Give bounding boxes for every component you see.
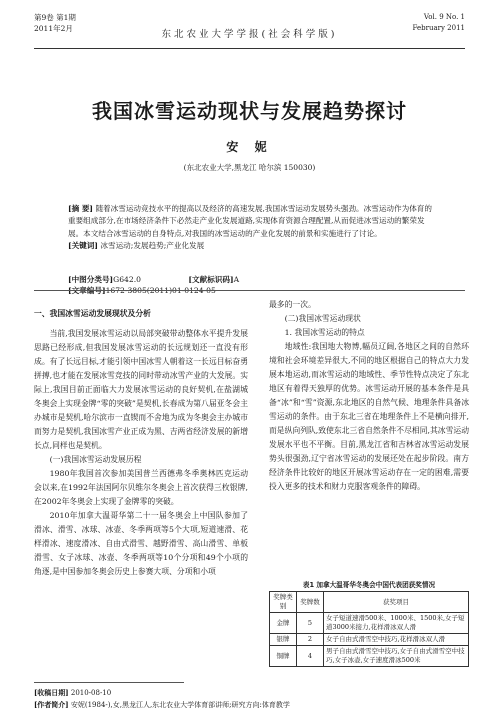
cell-type: 铜牌	[270, 646, 297, 667]
journal-name: 东北农业大学学报(社会科学版)	[161, 29, 338, 40]
body-paragraph: 2010年加拿大温哥华第二十一届冬奥会上中国队参加了滑冰、滑雪、冰球、冰壶、冬季两项等5个大项,短道速滑、花样滑冰、速度滑冰、自由式滑雪、越野滑雪、高山滑雪、单板滑雪、女子冰球、冰壶、冬季两项等10个分项和49个小项的角逐,是中国参加冬奥会历史上参赛大项、分项和小项	[34, 511, 248, 576]
cell-project: 女子自由式滑雪空中技巧,花样滑冰双人滑	[324, 634, 469, 646]
article-number-label: [文章编号]	[68, 286, 106, 295]
keywords-text: 冰雪运动;发展趋势;产业化发展	[100, 241, 205, 251]
article-title: 我国冰雪运动现状与发展趋势探讨	[92, 99, 407, 123]
issue-volume: 第9卷 第1期	[34, 13, 76, 22]
abstract-paragraph	[68, 203, 434, 240]
table-row	[270, 646, 469, 667]
body-paragraph: 最多的一次。	[269, 300, 316, 309]
col-header-type: 奖牌类别	[270, 592, 297, 613]
classification-row	[68, 274, 434, 296]
footnote-rule	[34, 682, 184, 683]
table-caption: 表1 加拿大温哥华冬奥会中国代表团获奖情况	[302, 581, 436, 589]
subsection-heading: (二)我国冰雪运动现状	[284, 314, 361, 323]
clc-label: [中图分类号]	[68, 275, 114, 284]
subsubsection-heading: 1. 我国冰雪运动的特点	[284, 328, 365, 337]
issue-volume-en: Vol. 9 No. 1	[423, 13, 465, 21]
medal-table	[269, 591, 469, 667]
received-date: 2010-08-10	[70, 689, 112, 697]
header-rule	[34, 48, 465, 49]
article-number-value: 1672-3805(2011)01-0124-05	[105, 286, 216, 295]
body-paragraph: 1980年我国首次参加美国普兰西德弗冬季奥林匹克运动会以来,在1992年法国阿尔贝维尔冬奥会上首次获得三枚银牌,在2002年冬奥会上实现了金牌零的突破。	[34, 469, 248, 506]
clc-field	[68, 274, 186, 285]
keywords-label: [关键词]	[68, 241, 98, 251]
subsection-heading: (一)我国冰雪运动发展历程	[49, 455, 142, 464]
journal-issue-right	[413, 12, 465, 34]
left-column	[34, 307, 248, 579]
author-bio-label: [作者简介]	[34, 700, 69, 709]
body-paragraph: 地域性:我国地大物博,幅员辽阔,各地区之间的自然环境和社会环境差异很大,不同的地区根据自己的特点大力发展本地运动,而冰雪运动的地域性、季节性特点决定了东北地区有着得天独厚的优势。冰雪运动开展的基本条件是具备“冰”和“雪”资源,东北地区的自然气候、地理条件具备冰雪运动的条件。由于东北三省在地理条件上不是横向排开,而是纵向列队,致使东北三省自然条件不尽相同,其冰雪运动发展水平也不平衡。目前,黑龙江省和吉林省冰雪运动发展势头很强劲,辽宁省冰雪运动的发展还处在起步阶段。南方经济条件比较好的地区开展冰雪运动存在一定的困难,需要投入更多的技术和财力克服客观条件的障碍。	[269, 342, 469, 491]
keywords-line	[68, 240, 434, 252]
author-bio-line	[34, 699, 290, 711]
footnote-block	[34, 687, 290, 711]
cell-project: 女子短道速滑500米、1000米、1500米,女子短道3000米接力,花样滑冰双人滑	[324, 613, 469, 634]
abstract-label: [摘 要]	[68, 204, 94, 213]
cell-count: 5	[297, 613, 324, 634]
cell-count: 2	[297, 634, 324, 646]
table-row	[270, 613, 469, 634]
abstract-block	[68, 203, 434, 253]
doc-code-field	[188, 274, 284, 285]
received-label: [收稿日期]	[34, 688, 69, 697]
abstract-rule	[34, 290, 465, 291]
body-paragraph: 当前,我国发展冰雪运动以局部突破带动整体水平提升发展思路已经形成,但我国发展冰雪运动的长远规划还一直没有形成。有了长远目标,才能引领中国冰雪人朝着这一长远目标奋勇拼搏,也才能在发展冰雪竞技的同时带动冰雪产业的大发展。实际上,我国目前正面临大力发展冰雪运动的良好契机,在盐湖城冬奥会上实现金牌“零的突破”是契机,长春成为第八届亚冬会主办城市是契机,哈尔滨市一直锲而不舍地为成为冬奥会主办城市而努力是契机,我国冰雪产业正成为黑、吉两省经济发展的新增长点,同样也是契机。	[34, 329, 248, 450]
clc-value: G642.0	[113, 275, 141, 284]
doc-code-label: [文献标识码]	[188, 275, 234, 284]
article-author: 安 妮	[226, 140, 273, 154]
table-header-row	[270, 592, 469, 613]
article-affiliation: (东北农业大学,黑龙江 哈尔滨 150030)	[183, 163, 316, 172]
cell-project: 男子自由式滑雪空中技巧,女子自由式滑雪空中技巧,女子冰壶,女子速度滑冰500米	[324, 646, 469, 667]
cell-type: 金牌	[270, 613, 297, 634]
col-header-count: 奖牌数	[297, 592, 324, 613]
cell-count: 4	[297, 646, 324, 667]
received-line	[34, 687, 290, 699]
issue-date: 2011年2月	[34, 24, 73, 33]
table-row	[270, 634, 469, 646]
abstract-text: 随着冰雪运动竞技水平的提高以及经济的高速发展,我国冰雪运动发展势头强劲。冰雪运动作为体育的重要组成部分,在市场经济条件下必然走产业化发展道路,实现体育资源合理配置,从而促进冰雪运动的繁荣发展。本文结合冰雪运动的自身特点,对我国的冰雪运动的产业化发展的前景和实施进行了讨论。	[68, 204, 432, 238]
doc-code-value: A	[233, 275, 240, 284]
author-bio-text: 安妮(1984-),女,黑龙江人,东北农业大学体育部讲师;研究方向:体育教学	[70, 701, 290, 709]
col-header-project: 获奖项目	[324, 592, 469, 613]
cell-type: 银牌	[270, 634, 297, 646]
issue-date-en: February 2011	[412, 24, 465, 32]
section-heading-1: 一、我国冰雪运动发展现状及分析	[34, 309, 151, 318]
right-column	[269, 298, 469, 494]
